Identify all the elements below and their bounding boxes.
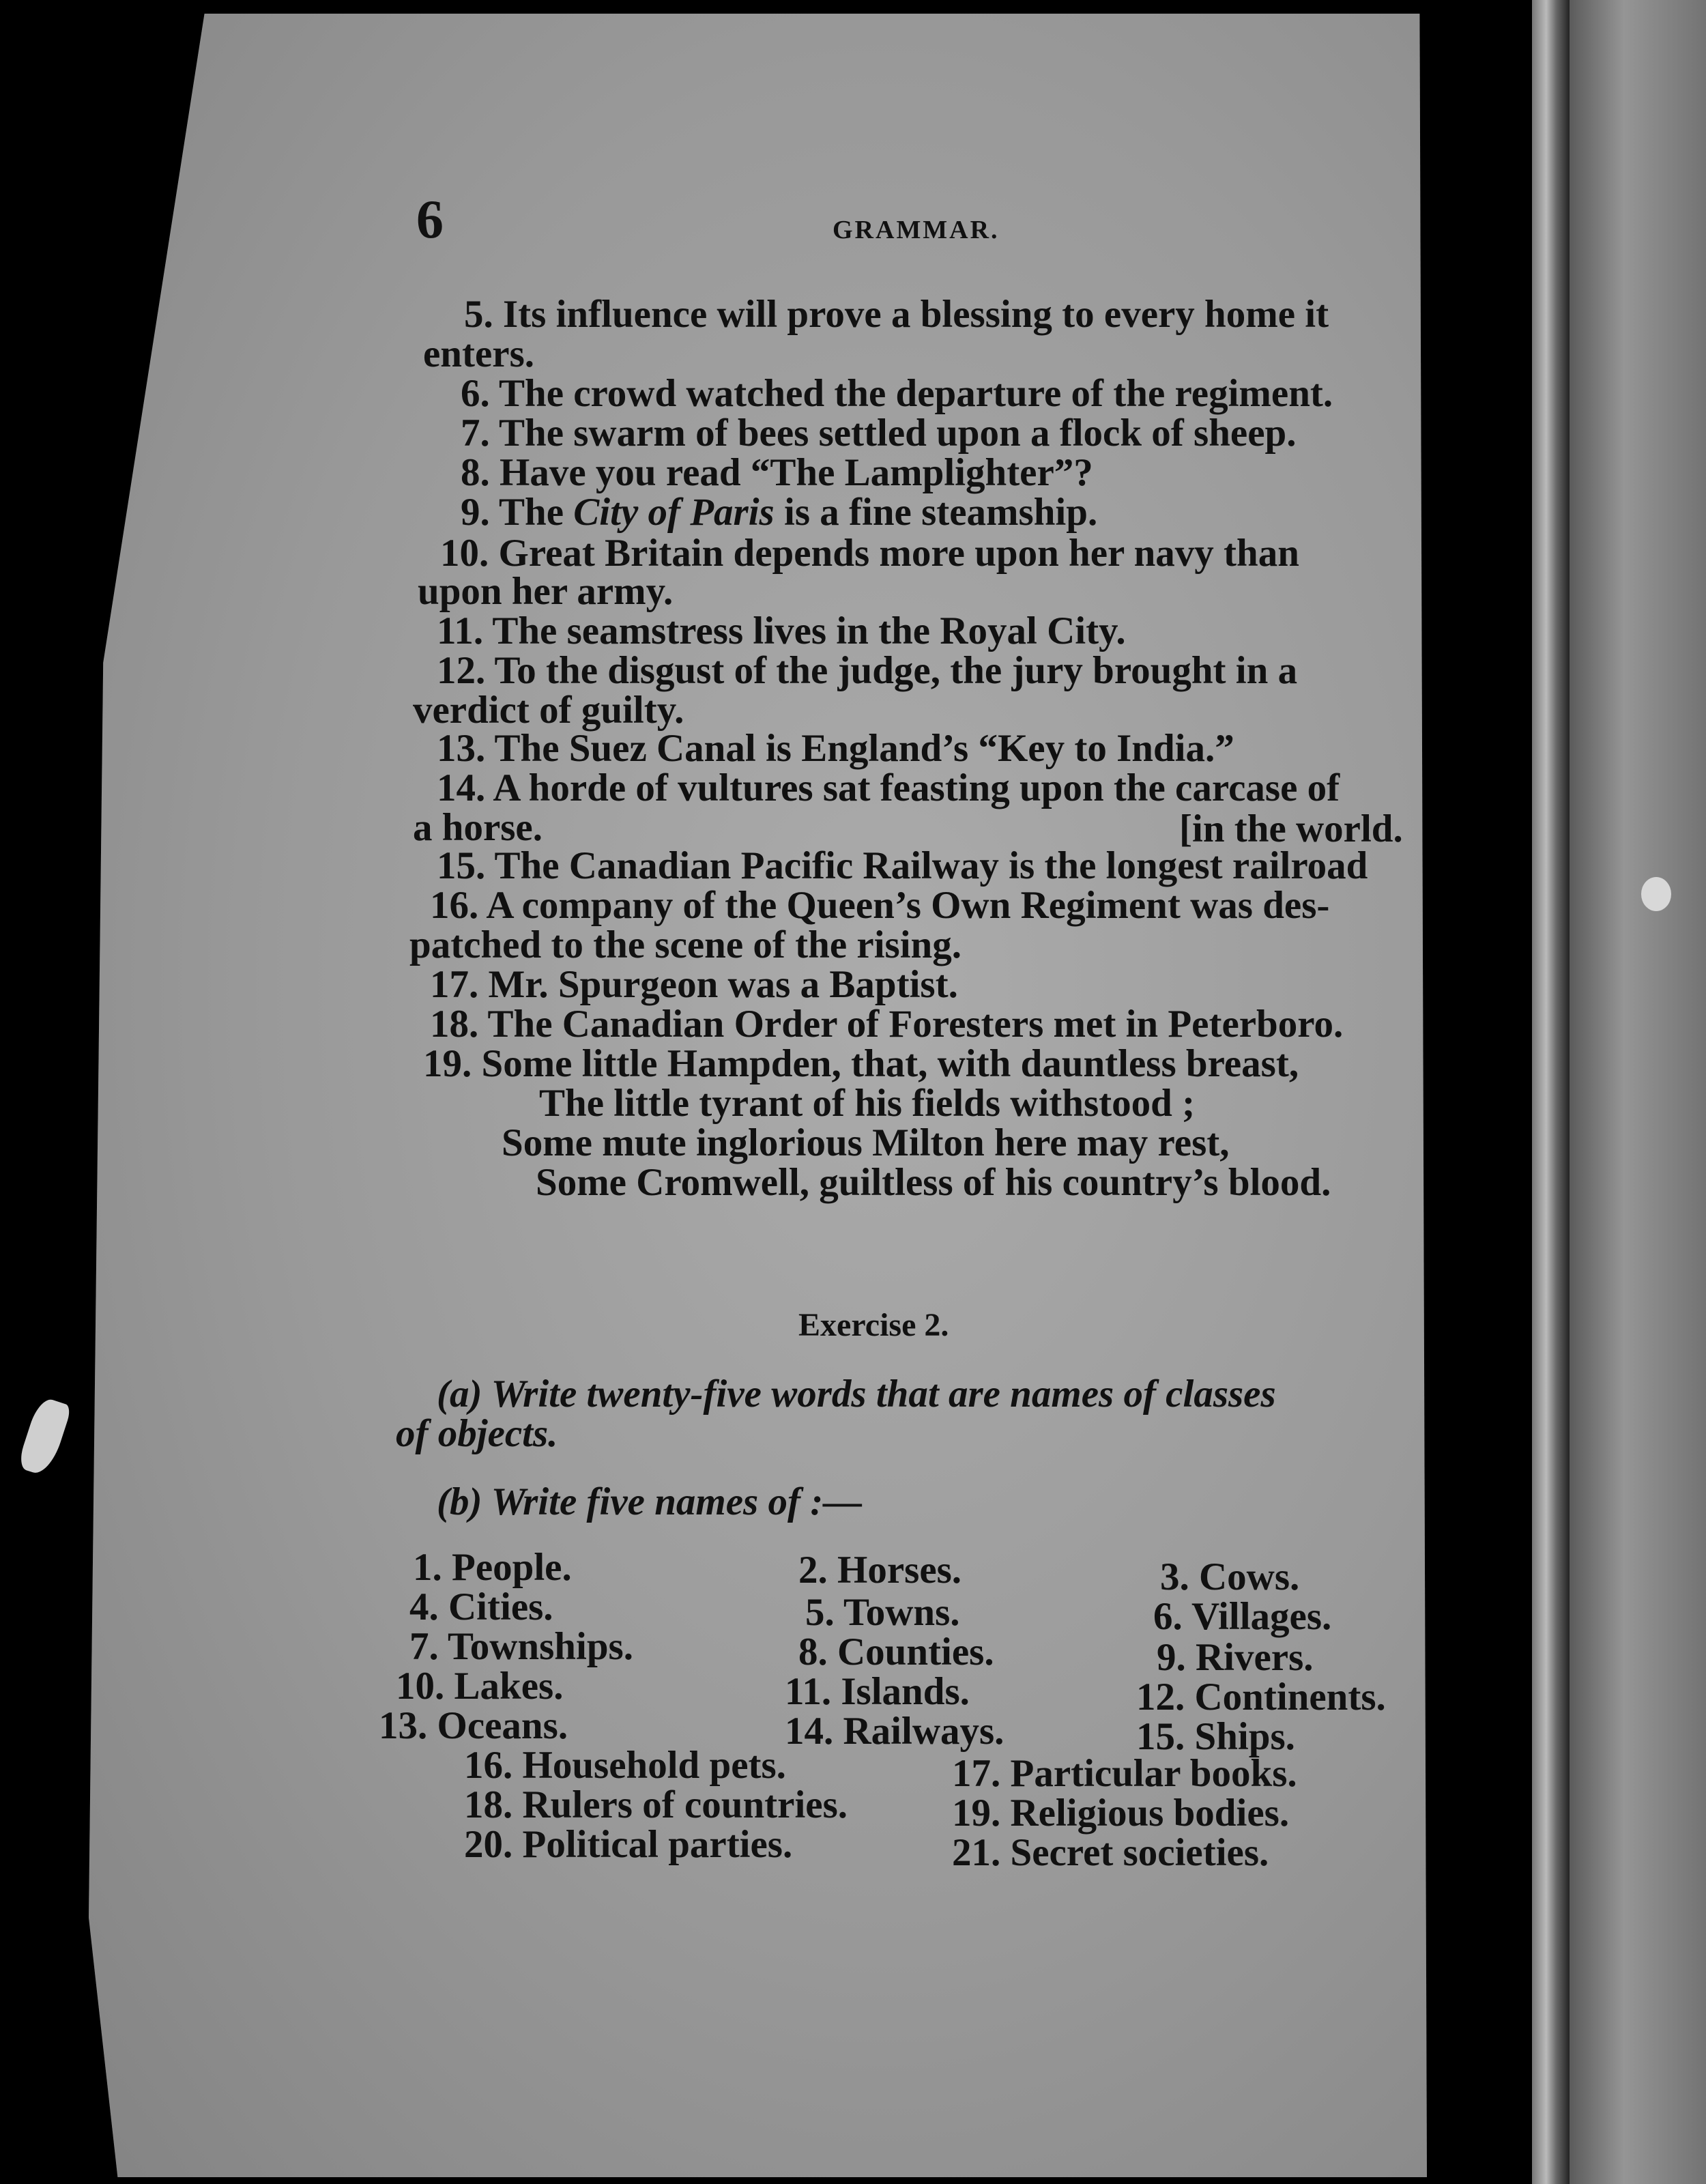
sentence-18: 18. The Canadian Order of Foresters met in Peterboro. xyxy=(430,1003,1344,1046)
sentence-7: 7. The swarm of bees settled upon a flock of sheep. xyxy=(461,412,1297,455)
list-item: 20. Political parties. xyxy=(464,1823,793,1866)
list-item: 13. Oceans. xyxy=(379,1704,568,1747)
list-item: 17. Particular books. xyxy=(952,1752,1297,1795)
sentence-12-line-2: verdict of guilty. xyxy=(413,689,684,732)
list-item: 8. Counties. xyxy=(798,1630,994,1673)
sentence-14-line-2: a horse. xyxy=(413,806,543,849)
sentence-15: 15. The Canadian Pacific Railway is the longest railroad xyxy=(437,844,1368,887)
list-item: 19. Religious bodies. xyxy=(952,1792,1290,1835)
running-title: GRAMMAR. xyxy=(833,216,1000,244)
paper-fleck xyxy=(1641,877,1671,911)
sentence-19-line-4: Some Cromwell, guiltless of his country’s blood. xyxy=(536,1161,1331,1204)
sentence-5-line-1: 5. Its influence will prove a blessing to every home it xyxy=(464,293,1329,336)
facing-page-edge xyxy=(1570,0,1706,2184)
list-item: 11. Islands. xyxy=(785,1670,970,1713)
sentence-15-overflow: [in the world. xyxy=(1179,807,1403,850)
sentence-12-line-1: 12. To the disgust of the judge, the jury brought in a xyxy=(437,649,1298,692)
paper-fleck xyxy=(16,1396,72,1478)
list-item: 18. Rulers of countries. xyxy=(464,1783,848,1826)
list-item: 3. Cows. xyxy=(1160,1555,1300,1598)
page-number: 6 xyxy=(416,190,444,250)
sentence-19-line-3: Some mute inglorious Milton here may rest, xyxy=(502,1121,1230,1164)
list-item: 16. Household pets. xyxy=(464,1744,786,1787)
list-item: 4. Cities. xyxy=(409,1585,553,1628)
sentence-10-line-2: upon her army. xyxy=(418,570,674,613)
list-item: 10. Lakes. xyxy=(396,1665,564,1708)
sentence-6: 6. The crowd watched the departure of the regiment. xyxy=(461,372,1333,415)
exercise-a-line-1: (a) Write twenty-five words that are names of classes xyxy=(437,1373,1276,1416)
exercise-b: (b) Write five names of :— xyxy=(437,1480,863,1523)
exercise-title: Exercise 2. xyxy=(798,1307,949,1343)
list-item: 12. Continents. xyxy=(1136,1676,1386,1719)
sentence-11: 11. The seamstress lives in the Royal City. xyxy=(437,609,1126,652)
sentence-19-line-2: The little tyrant of his fields withstood ; xyxy=(539,1082,1196,1125)
sentence-9: 9. The City of Paris is a fine steamship. xyxy=(461,491,1098,534)
sentence-14-line-1: 14. A horde of vultures sat feasting upon the carcase of xyxy=(437,766,1340,809)
book-gutter xyxy=(1532,0,1573,2184)
sentence-17: 17. Mr. Spurgeon was a Baptist. xyxy=(430,963,958,1006)
list-item: 1. People. xyxy=(413,1546,572,1589)
list-item: 9. Rivers. xyxy=(1157,1636,1314,1679)
list-item: 14. Railways. xyxy=(785,1710,1004,1753)
list-item: 6. Villages. xyxy=(1153,1595,1332,1638)
list-item: 2. Horses. xyxy=(798,1549,962,1592)
exercise-a-line-2: of objects. xyxy=(396,1412,558,1455)
list-item: 7. Townships. xyxy=(409,1625,633,1668)
sentence-16-line-2: patched to the scene of the rising. xyxy=(409,923,962,966)
sentence-19-line-1: 19. Some little Hampden, that, with dauntless breast, xyxy=(423,1042,1299,1085)
sentence-16-line-1: 16. A company of the Queen’s Own Regiment was des- xyxy=(430,884,1330,927)
sentence-10-line-1: 10. Great Britain depends more upon her navy than xyxy=(440,532,1299,575)
list-item: 15. Ships. xyxy=(1136,1715,1295,1758)
sentence-8: 8. Have you read “The Lamplighter”? xyxy=(461,451,1093,494)
sentence-13: 13. The Suez Canal is England’s “Key to India.” xyxy=(437,727,1234,770)
list-item: 5. Towns. xyxy=(805,1591,960,1634)
list-item: 21. Secret societies. xyxy=(952,1831,1269,1874)
sentence-5-line-2: enters. xyxy=(423,332,535,375)
